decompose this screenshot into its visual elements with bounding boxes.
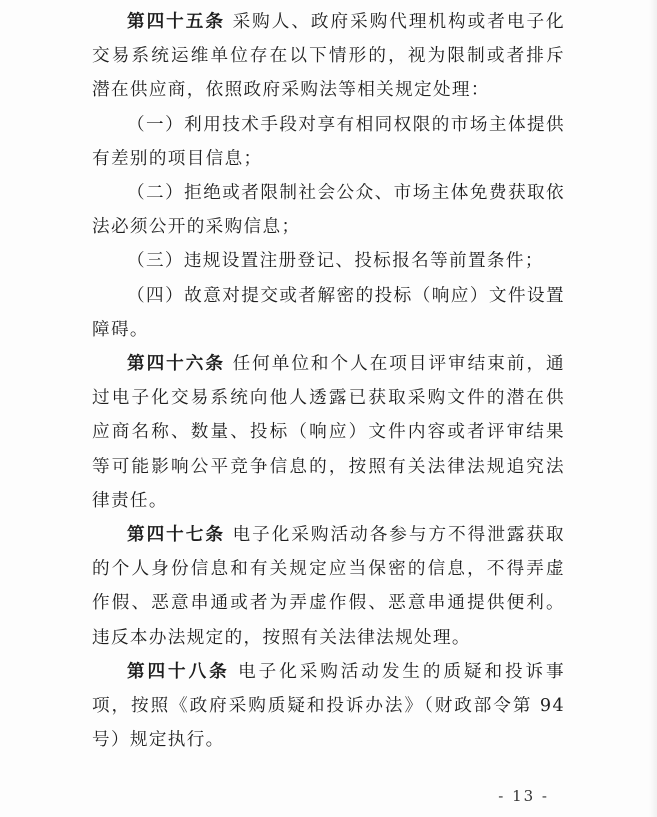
article-number: 第四十五条 (127, 11, 225, 32)
article-47 (92, 518, 565, 655)
article-body: 采购人、政府采购代理机构或者电子化交易系统运维单位存在以下情形的，视为限制或者排斥潜在供应商，依照政府采购法等相关规定处理： (92, 12, 565, 101)
article-45-item-2 (92, 176, 565, 244)
article-number: 第四十八条 (127, 660, 230, 682)
article-number: 第四十六条 (127, 353, 225, 375)
article-body: 电子化采购活动各参与方不得泄露获取的个人身份信息和有关规定应当保密的信息，不得弄虚作假、恶意串通或者为弄虚作假、恶意串通提供便利。违反本办法规定的，按照有关法律法规处理。 (92, 525, 565, 648)
item-body: （一）利用技术手段对享有相同权限的市场主体提供有差别的项目信息； (92, 114, 565, 169)
article-48 (92, 655, 565, 758)
article-45 (92, 5, 565, 108)
item-body: （三）违规设置注册登记、投标报名等前置条件； (127, 251, 544, 272)
page-number: - 13 - (498, 787, 549, 805)
article-number: 第四十七条 (127, 524, 225, 546)
article-45-item-1 (92, 108, 565, 176)
item-body: （二）拒绝或者限制社会公众、市场主体免费获取依法必须公开的采购信息； (92, 183, 565, 238)
scan-edge-shadow (649, 0, 657, 817)
article-46 (92, 347, 565, 518)
article-body: 电子化采购活动发生的质疑和投诉事项，按照《政府采购质疑和投诉办法》（财政部令第 94 号）规定执行。 (92, 661, 565, 751)
item-body: （四）故意对提交或者解密的投标（响应）文件设置障碍。 (92, 285, 565, 340)
article-body: 任何单位和个人在项目评审结束前，通过电子化交易系统向他人透露已获取采购文件的潜在供应商名称、数量、投标（响应）文件内容或者评审结果等可能影响公平竞争信息的，按照有关法律法规追究法律责任。 (92, 354, 565, 511)
article-45-item-4 (92, 279, 565, 347)
article-45-item-3 (92, 244, 565, 278)
